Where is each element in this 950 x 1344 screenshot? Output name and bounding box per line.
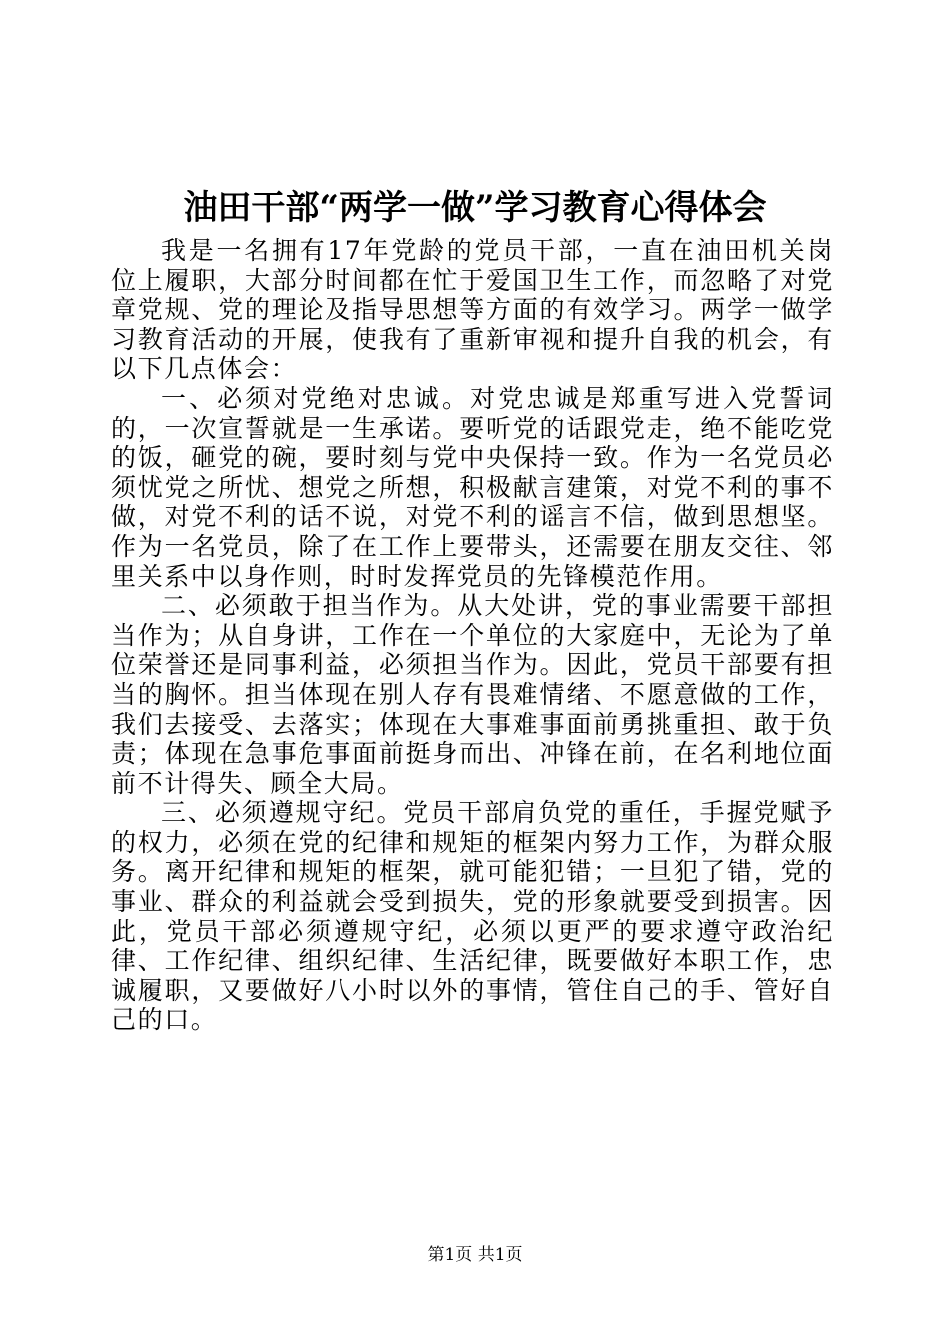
paragraph-intro: 我是一名拥有17年党龄的党员干部，一直在油田机关岗位上履职，大部分时间都在忙于爱国卫生工作，而忽略了对党章党规、党的理论及指导思想等方面的有效学习。两学一做学习教育活动的开展，使我有了重新审视和提升自我的机会，有以下几点体会： [111, 236, 834, 384]
document-title: 油田干部“两学一做”学习教育心得体会 [183, 188, 767, 228]
page-footer: 第1页 共1页 [427, 1245, 523, 1265]
paragraph-loyalty: 一、必须对党绝对忠诚。对党忠诚是郑重写进入党誓词的，一次宣誓就是一生承诺。要听党的话跟党走，绝不能吃党的饭，砸党的碗，要时刻与党中央保持一致。作为一名党员必须忧党之所忧、想党之所想，积极献言建策，对党不利的事不做，对党不利的话不说，对党不利的谣言不信，做到思想坚。作为一名党员，除了在工作上要带头，还需要在朋友交往、邻里关系中以身作则，时时发挥党员的先锋模范作用。 [111, 383, 834, 591]
document-body [111, 236, 834, 1035]
paragraph-discipline: 三、必须遵规守纪。党员干部肩负党的重任，手握党赋予的权力，必须在党的纪律和规矩的框架内努力工作，为群众服务。离开纪律和规矩的框架，就可能犯错；一旦犯了错，党的事业、群众的利益就会受到损失，党的形象就要受到损害。因此，党员干部必须遵规守纪，必须以更严的要求遵守政治纪律、工作纪律、组织纪律、生活纪律，既要做好本职工作，忠诚履职，又要做好八小时以外的事情，管住自己的手、管好自己的口。 [111, 798, 834, 1035]
paragraph-responsibility: 二、必须敢于担当作为。从大处讲，党的事业需要干部担当作为；从自身讲，工作在一个单位的大家庭中，无论为了单位荣誉还是同事利益，必须担当作为。因此，党员干部要有担当的胸怀。担当体现在别人存有畏难情绪、不愿意做的工作，我们去接受、去落实；体现在大事难事面前勇挑重担、敢于负责；体现在急事危事面前挺身而出、冲锋在前，在名利地位面前不计得失、顾全大局。 [111, 591, 834, 798]
